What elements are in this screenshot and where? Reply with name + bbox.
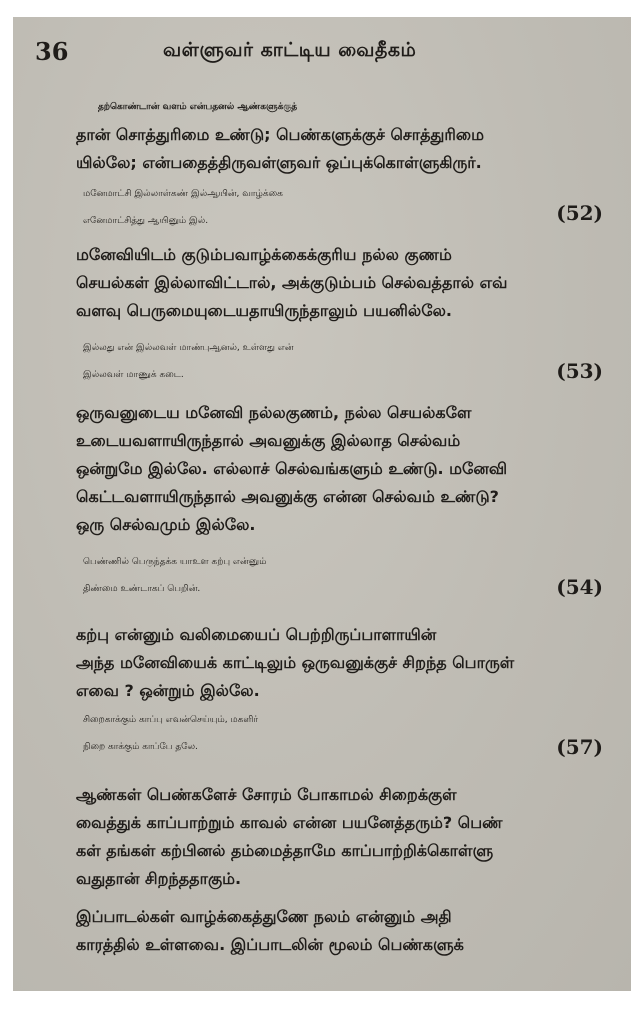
verse-line: மனேமாட்சி இல்லாள்கண் இல்ஆயின், வாழ்க்கை — [83, 189, 283, 199]
text-line: ஒருவனுடைய மனேவி நல்லகுணம், நல்ல செயல்களே — [76, 403, 472, 422]
verse-line: இல்லவள் மாணுக் கடை. — [83, 370, 184, 380]
verse-number: (52) — [556, 201, 603, 225]
text-line: வைத்துக் காப்பாற்றும் காவல் என்ன பயனேத்தரும்? பெண் — [76, 813, 503, 832]
verse-line: பெண்ணில் பெருந்தக்க யாஉள கற்பு என்னும் — [83, 557, 267, 567]
verse-line: இல்லது என் இல்லவள் மாண்புஆனல், உள்ளது என் — [83, 343, 294, 353]
text-line: உடையவளாயிருந்தால் அவனுக்கு இல்லாத செல்வம் — [76, 431, 461, 450]
text-line: எவை ? ஒன்றும் இல்லே. — [76, 681, 260, 700]
verse-line: சிறைகாக்கும் காப்பு எவன்செய்யும், மகளிர் — [83, 715, 259, 725]
text-line: தான் சொத்துரிமை உண்டு; பெண்களுக்குச் சொத்துரிமை — [76, 125, 484, 144]
paragraph — [76, 241, 604, 325]
text-line: காரத்தில் உள்ளவை. இப்பாடலின் மூலம் பெண்களுக் — [76, 935, 464, 954]
text-line: கற்பு என்னும் வலிமையைப் பெற்றிருப்பாளாயின் — [76, 625, 437, 644]
verse-number: (54) — [556, 575, 603, 599]
verse-line: எனேமாட்சித்து ஆயினும் இல். — [83, 216, 209, 226]
paragraph — [76, 93, 604, 177]
text-line: ஆண்கள் பெண்களேச் சோரம் போகாமல் சிறைக்குள் — [76, 785, 457, 804]
kural-verse — [83, 707, 603, 761]
text-line: யில்லே; என்பதைத்திருவள்ளுவர் ஒப்புக்கொள்ளுகிருர். — [76, 153, 482, 172]
text-line: ஒன்றுமே இல்லே. எல்லாச் செல்வங்களும் உண்டு. மனேவி — [76, 459, 508, 478]
kural-verse — [83, 181, 603, 235]
text-line: வதுதான் சிறந்ததாகும். — [76, 869, 242, 888]
kural-verse — [83, 335, 603, 389]
paragraph — [76, 621, 604, 705]
text-line: அந்த மனேவியைக் காட்டிலும் ஒருவனுக்குச் சிறந்த பொருள் — [76, 653, 515, 672]
verse-number: (53) — [556, 359, 603, 383]
text-line: வளவு பெருமையுடையதாயிருந்தாலும் பயனில்லே. — [76, 301, 452, 320]
text-line: இப்பாடல்கள் வாழ்க்கைத்துணே நலம் என்னும் அதி — [76, 907, 452, 926]
verse-number: (57) — [556, 735, 603, 759]
paragraph — [76, 399, 604, 539]
verse-line: நிறை காக்கும் காப்பே தலே. — [83, 742, 198, 752]
text-line: தற்கொண்டான் வளம் என்பதனல் ஆண்களுக்குத் — [98, 102, 298, 112]
text-line: ஒரு செல்வமும் இல்லே. — [76, 515, 256, 534]
verse-line: திண்மை உண்டாகப் பெறின். — [83, 584, 201, 594]
text-line: கள் தங்கள் கற்பினல் தம்மைத்தாமே காப்பாற்றிக்கொள்ளு — [76, 841, 494, 860]
paragraph — [76, 903, 604, 959]
running-title: வள்ளுவர் காட்டிய வைதீகம் — [163, 39, 417, 61]
text-line: மனேவியிடம் குடும்பவாழ்க்கைக்குரிய நல்ல குணம் — [76, 245, 452, 264]
text-line: செயல்கள் இல்லாவிட்டால், அக்குடும்பம் செல்வத்தால் எவ் — [76, 273, 508, 292]
paragraph — [76, 781, 604, 893]
kural-verse — [83, 549, 603, 603]
page-number: 36 — [35, 37, 69, 66]
page-header — [13, 35, 631, 71]
book-page — [13, 17, 631, 991]
text-line: கெட்டவளாயிருந்தால் அவனுக்கு என்ன செல்வம் உண்டு? — [76, 487, 499, 506]
